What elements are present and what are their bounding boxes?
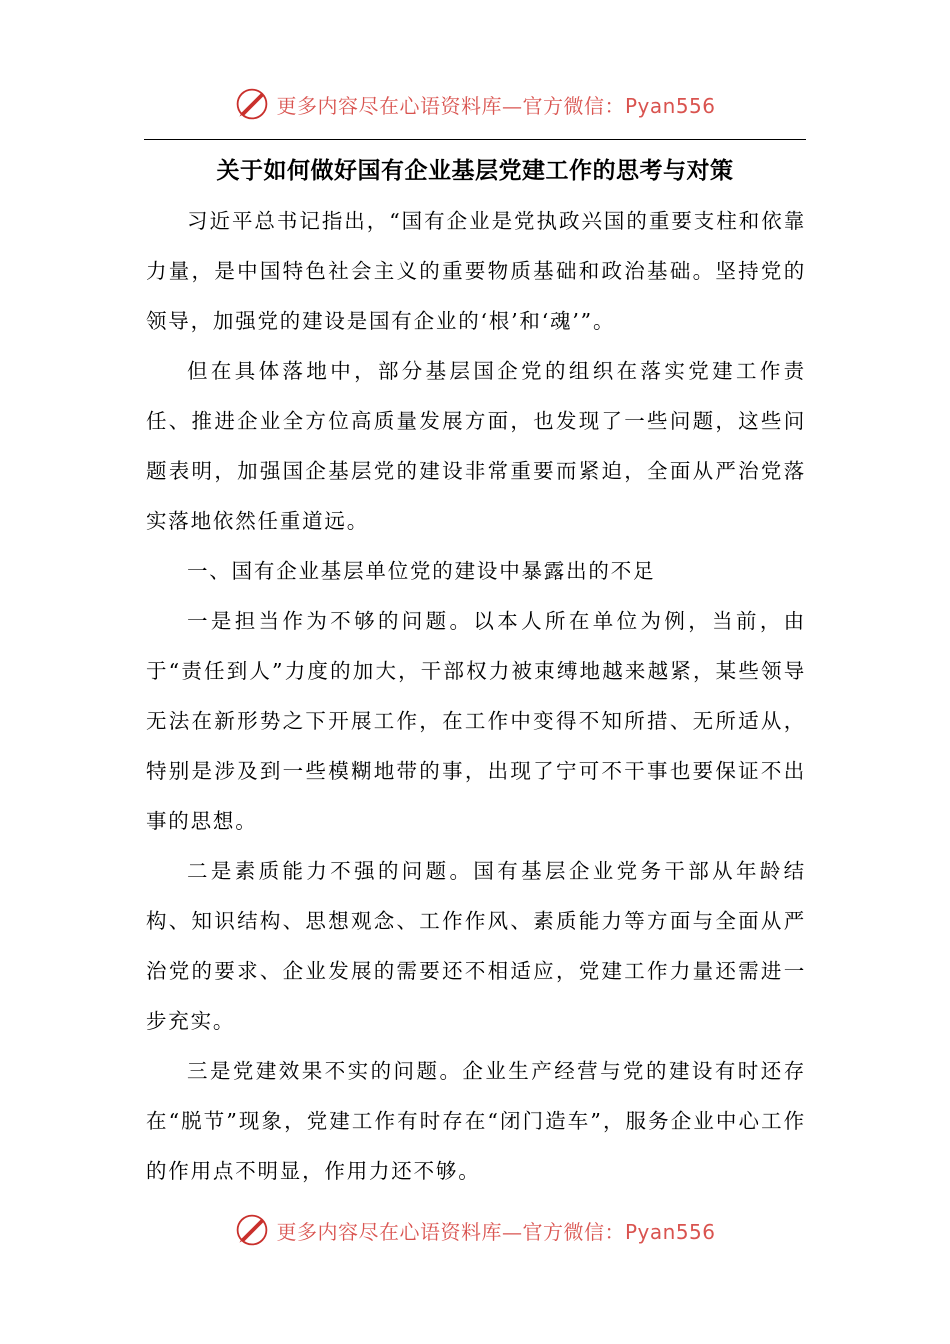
paragraph: 一是担当作为不够的问题。以本人所在单位为例，当前，由于“责任到人”力度的加大，干部权力被束缚地越来越紧，某些领导无法在新形势之下开展工作，在工作中变得不知所措、无所适从，特别是涉及到一些模糊地带的事，出现了宁可不干事也要保证不出事的思想。: [146, 609, 806, 833]
pen-logo-icon: [234, 1212, 270, 1248]
paragraph: 但在具体落地中，部分基层国企党的组织在落实党建工作责任、推进企业全方位高质量发展方面，也发现了一些问题，这些问题表明，加强国企基层党的建设非常重要而紧迫，全面从严治党落实落地依然任重道远。: [146, 359, 806, 533]
document-body: [146, 196, 806, 1196]
paragraph: 二是素质能力不强的问题。国有基层企业党务干部从年龄结构、知识结构、思想观念、工作作风、素质能力等方面与全面从严治党的要求、企业发展的需要还不相适应，党建工作力量还需进一步充实。: [146, 859, 806, 1033]
header-watermark: [0, 84, 950, 124]
watermark-text: 更多内容尽在心语资料库—官方微信：Pyan556: [276, 1219, 716, 1244]
header-rule: [144, 139, 806, 140]
footer-watermark: [0, 1210, 950, 1250]
paragraph: 三是党建效果不实的问题。企业生产经营与党的建设有时还存在“脱节”现象，党建工作有时存在“闭门造车”，服务企业中心工作的作用点不明显，作用力还不够。: [146, 1059, 806, 1183]
document-title: 关于如何做好国有企业基层党建工作的思考与对策: [216, 157, 734, 184]
paragraph: 习近平总书记指出，“国有企业是党执政兴国的重要支柱和依靠力量，是中国特色社会主义的重要物质基础和政治基础。坚持党的领导，加强党的建设是国有企业的‘根’和‘魂’”。: [146, 209, 806, 333]
watermark-text: 更多内容尽在心语资料库—官方微信：Pyan556: [276, 93, 716, 118]
section-heading: 一、国有企业基层单位党的建设中暴露出的不足: [187, 559, 656, 583]
pen-logo-icon: [234, 86, 270, 122]
